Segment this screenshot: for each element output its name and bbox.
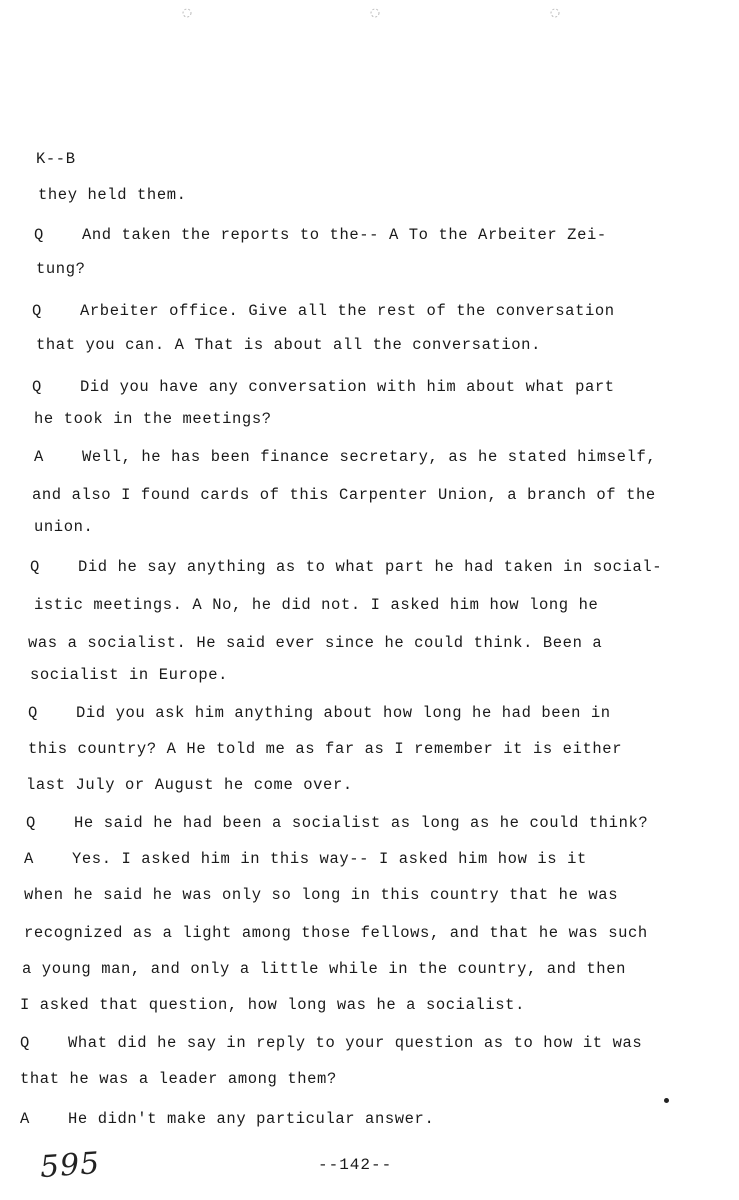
transcript-line — [24, 926, 648, 942]
transcript-text: What did he say in reply to your question as to how it was — [68, 1034, 643, 1052]
transcript-line — [22, 962, 626, 978]
transcript-line — [38, 188, 187, 204]
transcript-line — [28, 636, 602, 652]
transcript-text: istic meetings. A No, he did not. I asked him how long he — [34, 596, 599, 614]
transcript-line — [30, 668, 228, 684]
transcript-text: union. — [34, 518, 94, 536]
transcript-line — [26, 816, 648, 832]
transcript-line — [24, 852, 587, 868]
transcript-text: Did you ask him anything about how long he had been in — [76, 704, 611, 722]
transcript-line — [20, 1036, 642, 1052]
transcript-line — [28, 742, 622, 758]
handwritten-page-number: 595 — [38, 1145, 102, 1186]
question-marker: Q — [26, 814, 36, 832]
ink-dot — [664, 1098, 669, 1103]
transcript-text: Did you have any conversation with him about what part — [80, 378, 615, 396]
hole-punch-mark-icon — [180, 6, 194, 20]
transcript-text: a young man, and only a little while in the country, and then — [22, 960, 626, 978]
transcript-text: Well, he has been finance secretary, as he stated himself, — [82, 448, 657, 466]
transcript-line — [28, 706, 611, 722]
answer-marker: A — [34, 448, 44, 466]
transcript-line — [32, 488, 656, 504]
transcript-text: And taken the reports to the-- A To the Arbeiter Zei- — [82, 226, 607, 244]
transcript-text: Yes. I asked him in this way-- I asked him how is it — [72, 850, 587, 868]
transcript-text: that he was a leader among them? — [20, 1070, 337, 1088]
transcript-text: that you can. A That is about all the conversation. — [36, 336, 541, 354]
transcript-text: tung? — [36, 260, 86, 278]
answer-marker: A — [20, 1110, 30, 1128]
transcript-line — [32, 304, 615, 320]
transcript-line — [34, 450, 656, 466]
transcript-text: this country? A He told me as far as I remember it is either — [28, 740, 623, 758]
transcript-text: socialist in Europe. — [30, 666, 229, 684]
question-marker: Q — [32, 378, 42, 396]
question-marker: Q — [32, 302, 42, 320]
transcript-text: when he said he was only so long in this country that he was — [24, 886, 619, 904]
transcript-text: they held them. — [38, 186, 187, 204]
question-marker: Q — [34, 226, 44, 244]
transcript-line — [24, 888, 618, 904]
transcript-line — [20, 1112, 434, 1128]
transcript-text: was a socialist. He said ever since he could think. Been a — [28, 634, 603, 652]
transcript-text: recognized as a light among those fellows, and that he was such — [24, 924, 648, 942]
transcript-text: Did he say anything as to what part he had taken in social- — [78, 558, 663, 576]
transcript-line — [30, 560, 662, 576]
question-marker: Q — [30, 558, 40, 576]
transcript-text: last July or August he come over. — [26, 776, 353, 794]
header-code: K--B — [36, 150, 76, 168]
hole-punch-mark-icon — [368, 6, 382, 20]
page-number: --142-- — [318, 1156, 393, 1174]
transcript-line — [32, 380, 615, 396]
answer-marker: A — [24, 850, 34, 868]
transcript-line — [20, 998, 525, 1014]
transcript-line — [34, 412, 272, 428]
transcript-line — [36, 262, 86, 278]
transcript-text: I asked that question, how long was he a socialist. — [20, 996, 525, 1014]
transcript-line — [34, 520, 93, 536]
hole-punch-mark-icon — [548, 6, 562, 20]
transcript-text: Arbeiter office. Give all the rest of the conversation — [80, 302, 615, 320]
question-marker: Q — [28, 704, 38, 722]
transcript-text: He said he had been a socialist as long as he could think? — [74, 814, 649, 832]
transcript-line — [20, 1072, 337, 1088]
transcript-line — [36, 338, 541, 354]
transcript-line — [34, 598, 598, 614]
question-marker: Q — [20, 1034, 30, 1052]
transcript-text: He didn't make any particular answer. — [68, 1110, 435, 1128]
transcript-text: he took in the meetings? — [34, 410, 272, 428]
transcript-line — [26, 778, 353, 794]
transcript-text: and also I found cards of this Carpenter Union, a branch of the — [32, 486, 656, 504]
transcript-line — [34, 228, 607, 244]
